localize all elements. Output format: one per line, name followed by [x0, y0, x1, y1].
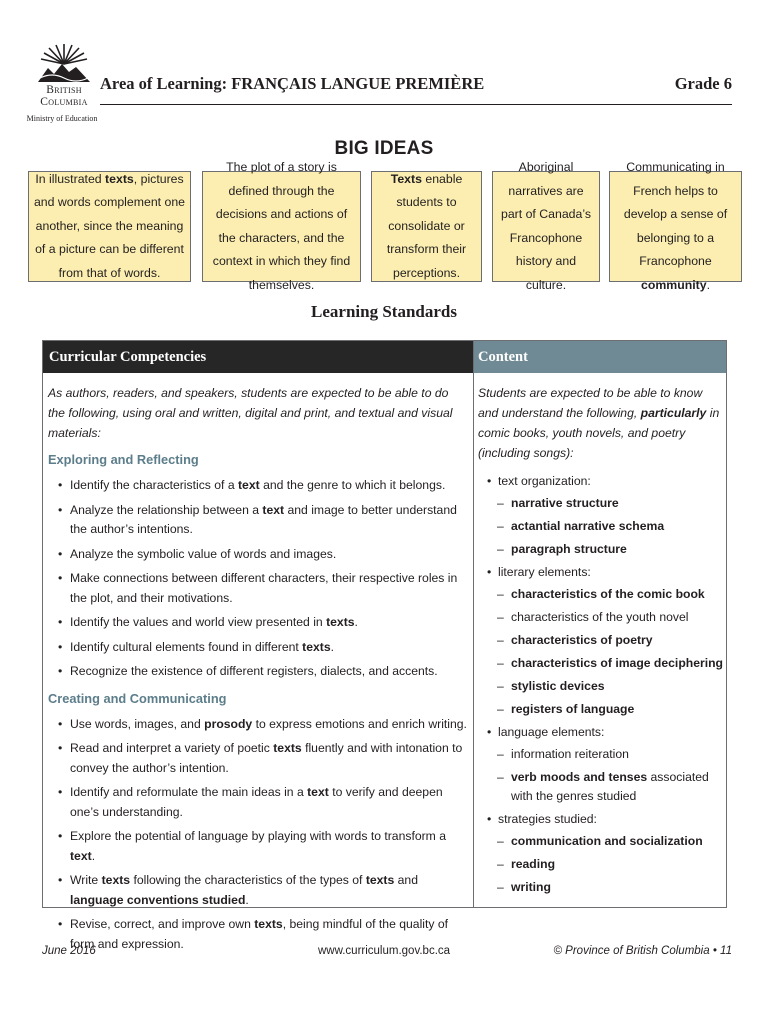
- text-run: in comic books, youth novels, and poetry (including songs):: [478, 406, 720, 460]
- bold-term: particularly: [640, 406, 707, 420]
- text-run: enable students to consolidate or transform their perceptions.: [386, 171, 467, 280]
- big-idea-box: [609, 160, 742, 292]
- bold-term: texts: [254, 917, 283, 931]
- content-item: [478, 585, 723, 604]
- bold-term: texts: [105, 171, 134, 186]
- bold-term: verb moods and tenses: [511, 770, 648, 784]
- content-item: [478, 608, 723, 627]
- text-run: Identify the characteristics of a: [70, 478, 238, 492]
- content-item: [478, 517, 723, 536]
- text-run: , pictures and words complement one another, since the meaning of a picture can be different from that of words.: [33, 171, 186, 280]
- competency-item: [48, 715, 468, 735]
- content-sublist: [478, 745, 723, 806]
- text-run: Communicating in French helps to develop a sense of belonging to a Francophone: [623, 160, 728, 268]
- content-group-label: language elements:: [498, 725, 605, 739]
- big-idea-text: [33, 168, 186, 286]
- text-run: Write: [70, 873, 102, 887]
- competency-sections: [48, 452, 468, 954]
- bold-term: texts: [365, 873, 395, 887]
- content-group-label: strategies studied:: [498, 812, 597, 826]
- bold-term: texts: [101, 873, 131, 887]
- text-run: Use words, images, and: [70, 716, 205, 731]
- competency-item: [48, 613, 468, 633]
- column-divider: [473, 341, 474, 907]
- text-run: characteristics of the youth novel: [511, 610, 689, 624]
- content-group: [478, 472, 723, 559]
- text-run: following the characteristics of the types of: [130, 873, 366, 887]
- content-item: [478, 700, 723, 719]
- text-run: Explore the potential of language by playing with words to transform a: [70, 829, 446, 843]
- text-run: Analyze the relationship between a: [70, 502, 263, 517]
- text-run: Students are expected to be able to know and understand the following,: [478, 386, 703, 420]
- bold-term: Texts: [390, 171, 422, 186]
- text-run: Identify cultural elements found in different: [70, 639, 303, 654]
- bold-term: registers of language: [511, 702, 635, 716]
- bold-term: texts: [273, 741, 302, 755]
- bold-term: actantial narrative schema: [511, 519, 665, 533]
- text-run: information reiteration: [511, 747, 629, 761]
- bold-term: texts: [326, 615, 355, 629]
- content-group-label: text organization:: [498, 474, 591, 488]
- text-run: Identify the values and world view presented in: [70, 615, 327, 629]
- content-column: [478, 383, 723, 901]
- text-run: Make connections between different characters, their respective roles in the plot, and their motivations.: [70, 571, 458, 605]
- text-run: Aboriginal narratives are part of Canada’s Francophone history and culture.: [500, 160, 591, 292]
- big-idea-box: [492, 160, 600, 292]
- competency-subheading: Creating and Communicating: [48, 690, 227, 706]
- bold-term: paragraph structure: [511, 542, 627, 556]
- competency-item: [48, 739, 468, 778]
- text-run: Read and interpret a variety of poetic: [70, 741, 274, 755]
- competency-subheading: Exploring and Reflecting: [48, 452, 199, 467]
- content-item: [478, 878, 723, 897]
- competency-item: [48, 662, 468, 682]
- bold-term: characteristics of the comic book: [511, 587, 705, 601]
- content-list: [478, 472, 723, 897]
- content-item: [478, 745, 723, 764]
- text-run: Identify and reformulate the main ideas in a: [70, 785, 308, 799]
- content-group-label: literary elements:: [498, 565, 591, 579]
- content-intro: [478, 383, 723, 463]
- content-item: [478, 855, 723, 874]
- footer-url[interactable]: www.curriculum.gov.bc.ca: [317, 945, 451, 957]
- bold-term: community: [640, 277, 707, 292]
- competency-item: [48, 827, 468, 866]
- text-run: to verify and deepen one’s understanding.: [70, 785, 443, 819]
- big-idea-box: [202, 160, 361, 292]
- header-rule: [100, 104, 732, 105]
- content-item: [478, 768, 723, 806]
- content-group: [478, 563, 723, 719]
- bold-term: reading: [511, 857, 556, 871]
- footer-copyright: © Province of British Columbia • 11: [553, 945, 732, 957]
- text-run: .: [706, 277, 710, 292]
- competency-item: [48, 783, 468, 822]
- text-run: fluently and with intonation to convey the author’s intention.: [70, 741, 463, 775]
- competency-list: [48, 715, 468, 955]
- bold-term: characteristics of poetry: [511, 633, 653, 647]
- competency-item: [48, 871, 468, 910]
- text-run: Analyze the symbolic value of words and images.: [70, 546, 337, 561]
- bold-term: text: [238, 478, 260, 492]
- competency-item: [48, 476, 468, 496]
- content-sublist: [478, 585, 723, 719]
- content-item: [478, 677, 723, 696]
- content-item: [478, 540, 723, 559]
- text-run: Revise, correct, and improve own: [70, 917, 255, 931]
- text-run: and the genre to which it belongs.: [259, 478, 446, 492]
- logo-text-british: British: [46, 84, 82, 96]
- text-run: The plot of a story is defined through the decisions and actions of the characters, and the context in which they find themselves.: [212, 160, 351, 292]
- big-idea-text: [207, 156, 356, 297]
- big-idea-text: [497, 156, 595, 297]
- big-idea-box: [371, 171, 482, 282]
- content-group: [478, 810, 723, 897]
- competency-item: [48, 569, 468, 608]
- text-run: and: [394, 873, 418, 887]
- content-header: Content: [473, 341, 726, 373]
- bold-term: narrative structure: [511, 496, 619, 510]
- competencies-column: [48, 383, 468, 959]
- bold-term: characteristics of image deciphering: [511, 656, 724, 670]
- competency-item: [48, 501, 468, 540]
- bold-term: text: [262, 502, 285, 517]
- bold-term: stylistic devices: [511, 679, 605, 693]
- text-run: associated with the genres studied: [511, 770, 709, 803]
- area-of-learning-title: Area of Learning: FRANÇAIS LANGUE PREMIÈRE: [100, 74, 485, 93]
- competencies-intro: As authors, readers, and speakers, students are expected to be able to do the following, using oral and written, digital and print, and textual and visual materials:: [48, 386, 453, 440]
- text-run: .: [330, 639, 334, 654]
- bold-term: communication and socialization: [511, 834, 703, 848]
- content-item: [478, 654, 723, 673]
- bc-logo: [28, 42, 100, 142]
- text-run: In illustrated: [35, 171, 106, 186]
- big-idea-box: [28, 171, 191, 282]
- bold-term: text: [70, 848, 92, 863]
- competency-item: [48, 638, 468, 658]
- big-idea-text: [614, 156, 737, 297]
- text-run: Recognize the existence of different registers, dialects, and accents.: [70, 664, 438, 678]
- text-run: to express emotions and enrich writing.: [252, 716, 467, 731]
- big-idea-text: [376, 168, 477, 286]
- bold-term: texts: [302, 639, 331, 654]
- bc-logo-sun-mountains-icon: [38, 42, 90, 84]
- bold-term: language conventions studied: [70, 892, 246, 907]
- bold-term: writing: [511, 880, 551, 894]
- text-run: .: [245, 892, 249, 907]
- footer-date: June 2016: [42, 945, 96, 957]
- content-sublist: [478, 832, 723, 897]
- big-ideas-title: BIG IDEAS: [334, 138, 434, 159]
- bold-term: prosody: [204, 716, 253, 731]
- grade-label: Grade 6: [674, 74, 732, 93]
- logo-text-columbia: Columbia: [40, 96, 88, 108]
- content-item: [478, 631, 723, 650]
- learning-standards-title: Learning Standards: [311, 302, 457, 321]
- bold-term: text: [307, 785, 329, 799]
- text-run: .: [354, 615, 358, 629]
- competency-item: [48, 545, 468, 565]
- content-sublist: [478, 494, 723, 559]
- ministry-label: Ministry of Education: [26, 114, 98, 123]
- text-run: .: [91, 848, 96, 863]
- competency-list: [48, 476, 468, 682]
- curricular-competencies-header: Curricular Competencies: [43, 341, 473, 373]
- content-item: [478, 494, 723, 513]
- text-run: , being mindful of the quality of form and expression.: [70, 917, 449, 951]
- content-item: [478, 832, 723, 851]
- content-group: [478, 723, 723, 806]
- text-run: and image to better understand the author’s intentions.: [70, 502, 457, 536]
